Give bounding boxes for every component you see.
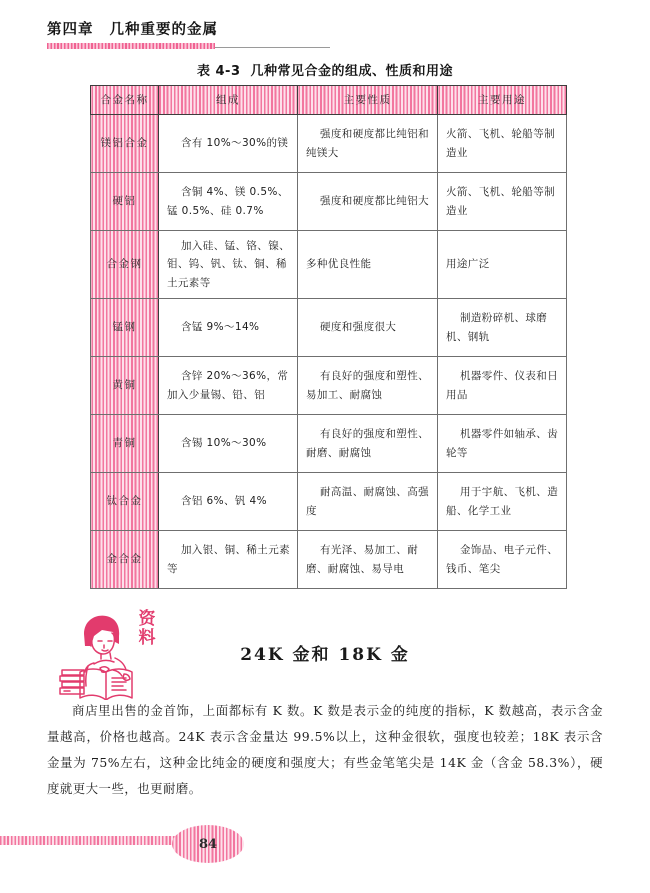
cell-composition: 含铜 4%、镁 0.5%、锰 0.5%、硅 0.7% xyxy=(159,173,298,231)
cell-composition: 加入银、铜、稀土元素等 xyxy=(159,531,298,589)
cell-alloy-name: 金合金 xyxy=(91,531,159,589)
cell-properties: 有良好的强度和塑性、耐磨、耐腐蚀 xyxy=(298,415,438,473)
column-header-uses: 主要用途 xyxy=(438,86,567,115)
header-rule xyxy=(47,43,330,49)
cell-composition: 含有 10%～30%的镁 xyxy=(159,115,298,173)
feature-badge-label: 资料 xyxy=(138,609,156,649)
cell-uses: 火箭、飞机、轮船等制造业 xyxy=(438,115,567,173)
cell-uses: 机器零件、仪表和日用品 xyxy=(438,357,567,415)
cell-properties: 耐高温、耐腐蚀、高强度 xyxy=(298,473,438,531)
cell-uses: 机器零件如轴承、齿轮等 xyxy=(438,415,567,473)
table-header-row xyxy=(91,86,567,115)
table-caption xyxy=(0,60,650,79)
table-row xyxy=(91,415,567,473)
cell-uses: 制造粉碎机、球磨机、钢轨 xyxy=(438,299,567,357)
cell-properties: 强度和硬度都比纯铝大 xyxy=(298,173,438,231)
cell-alloy-name: 镁铝合金 xyxy=(91,115,159,173)
cell-uses: 火箭、飞机、轮船等制造业 xyxy=(438,173,567,231)
cell-alloy-name: 锰钢 xyxy=(91,299,159,357)
cell-composition: 含铝 6%、钒 4% xyxy=(159,473,298,531)
running-head xyxy=(47,18,218,39)
column-header-properties: 主要性质 xyxy=(298,86,438,115)
cell-properties: 有光泽、易加工、耐磨、耐腐蚀、易导电 xyxy=(298,531,438,589)
cell-uses: 金饰品、电子元件、钱币、笔尖 xyxy=(438,531,567,589)
table-row xyxy=(91,473,567,531)
header-rule-stripe xyxy=(47,43,215,49)
cell-properties: 多种优良性能 xyxy=(298,231,438,299)
cell-uses: 用于宇航、飞机、造船、化学工业 xyxy=(438,473,567,531)
table-row xyxy=(91,299,567,357)
table-caption-number: 表 4-3 xyxy=(196,64,241,79)
cell-properties: 有良好的强度和塑性、易加工、耐腐蚀 xyxy=(298,357,438,415)
alloy-properties-table xyxy=(90,85,567,589)
feature-title: 24K 金和 18K 金 xyxy=(240,645,410,665)
cell-alloy-name: 黄铜 xyxy=(91,357,159,415)
header-rule-line xyxy=(215,47,330,48)
table-row xyxy=(91,115,567,173)
page-number: 84 xyxy=(172,825,244,863)
cell-alloy-name: 钛合金 xyxy=(91,473,159,531)
table-caption-title: 几种常见合金的组成、性质和用途 xyxy=(250,64,454,79)
cell-alloy-name: 硬铝 xyxy=(91,173,159,231)
cell-composition: 含锰 9%～14% xyxy=(159,299,298,357)
cell-composition: 含锡 10%～30% xyxy=(159,415,298,473)
column-header-composition: 组成 xyxy=(159,86,298,115)
cell-properties: 硬度和强度很大 xyxy=(298,299,438,357)
chapter-number: 第四章 xyxy=(47,22,94,38)
feature-paragraph: 商店里出售的金首饰，上面都标有 K 数。K 数是表示金的纯度的指标，K 数越高，表示含金量越高，价格也越高。24K 表示含金量达 99.5%以上，这种金很软，强度也较差；18K 表示含金量为 75%左右，这种金比纯金的硬度和强度大；有些金笔笔尖是 14K 金（含金 58.3%），硬度就更大一些，也更耐磨。 xyxy=(47,703,603,797)
feature-body xyxy=(47,698,603,802)
table-row xyxy=(91,357,567,415)
cell-properties: 强度和硬度都比纯铝和纯镁大 xyxy=(298,115,438,173)
cell-uses: 用途广泛 xyxy=(438,231,567,299)
table-row xyxy=(91,231,567,299)
table-row xyxy=(91,531,567,589)
cell-alloy-name: 合金钢 xyxy=(91,231,159,299)
cell-composition: 含锌 20%～36%，常加入少量锡、铅、铝 xyxy=(159,357,298,415)
chapter-title: 几种重要的金属 xyxy=(109,22,218,38)
cell-composition: 加入硅、锰、铬、镍、钼、钨、钒、钛、铜、稀土元素等 xyxy=(159,231,298,299)
cell-alloy-name: 青铜 xyxy=(91,415,159,473)
column-header-name: 合金名称 xyxy=(91,86,159,115)
table-row xyxy=(91,173,567,231)
